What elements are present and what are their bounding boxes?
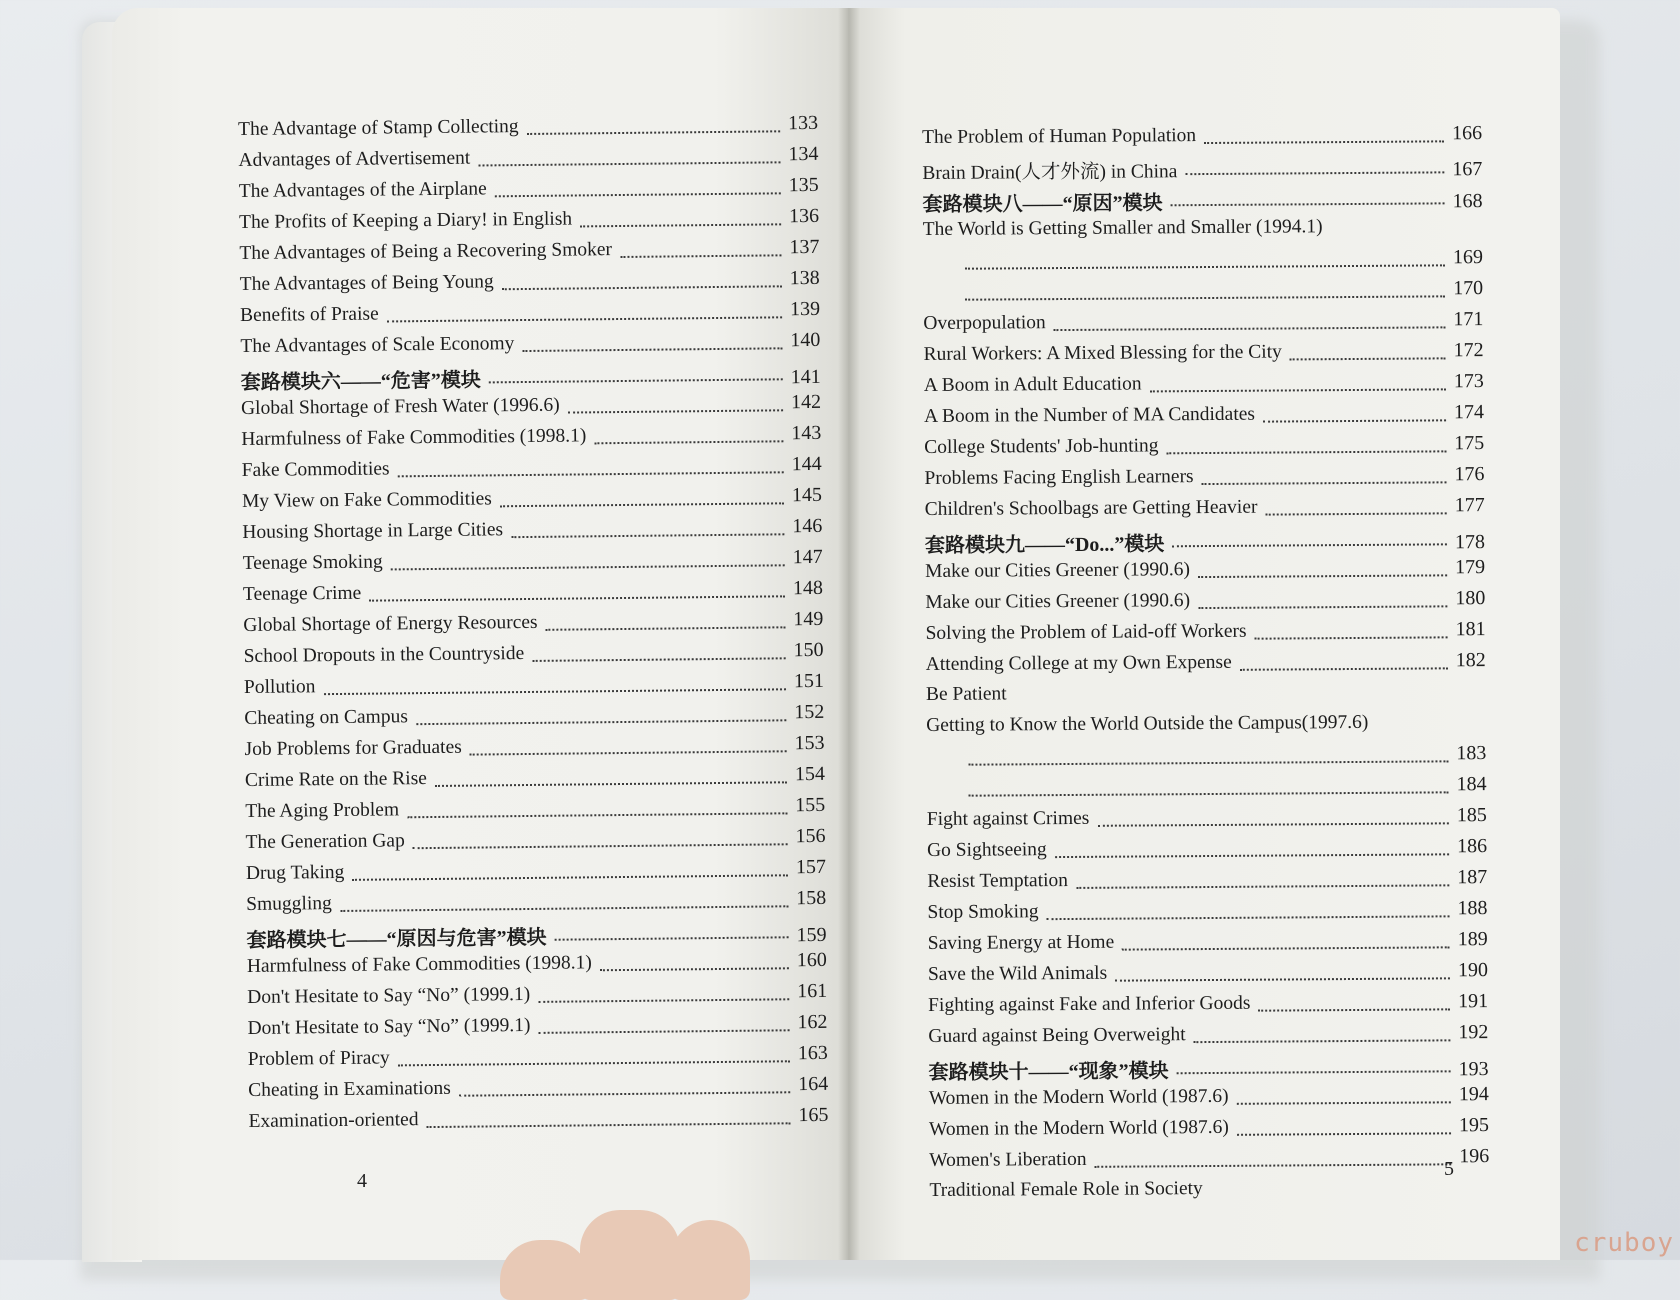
toc-entry-title: Cheating on Campus [244, 706, 408, 729]
toc-entry-title: Global Shortage of Fresh Water (1996.6) [240, 394, 560, 419]
toc-entry-title: Women's Liberation [929, 1148, 1087, 1171]
toc-entry-title: Job Problems for Graduates [244, 736, 462, 760]
toc-page-number: 175 [1454, 432, 1485, 455]
toc-entry-title: A Boom in Adult Education [923, 373, 1142, 396]
leader-dots [1204, 139, 1444, 144]
leader-dots [1097, 821, 1449, 826]
toc-page-number: 156 [795, 824, 826, 848]
toc-page-number: 148 [792, 576, 824, 600]
toc-entry-title: The World is Getting Smaller and Smaller (1994.1) [922, 216, 1323, 240]
right-page-toc-list [922, 122, 1490, 1211]
toc-page-number: 162 [797, 1010, 828, 1034]
leader-dots [1258, 1007, 1450, 1011]
toc-entry-title: Fake Commodities [241, 458, 390, 481]
toc-page-number: 168 [1452, 190, 1483, 213]
toc-page-number: 149 [793, 607, 824, 631]
leader-dots [427, 1121, 791, 1128]
leader-dots [968, 759, 1448, 765]
leader-dots [1376, 729, 1478, 731]
toc-entry [924, 432, 1484, 467]
leader-dots [965, 263, 1445, 269]
toc-entry-title: Problem of Piracy [247, 1047, 390, 1070]
leader-dots [1202, 480, 1447, 485]
toc-entry [927, 773, 1487, 808]
leader-dots [1076, 883, 1449, 889]
toc-entry-title: The Advantages of Being a Recovering Smoker [239, 239, 613, 264]
toc-entry-title: 套路模块七——“原因与危害”模块 [246, 926, 547, 952]
leader-dots [546, 625, 786, 631]
toc-entry [927, 804, 1487, 839]
toc-entry-title: The Problem of Human Population [922, 125, 1197, 148]
toc-entry-title: The Advantages of Being Young [239, 271, 494, 295]
toc-page-number: 150 [793, 638, 824, 662]
leader-dots [539, 1028, 790, 1034]
toc-entry-title: School Dropouts in the Countryside [243, 643, 525, 667]
toc-entry [928, 990, 1488, 1025]
toc-section-heading [925, 525, 1485, 560]
leader-dots [965, 294, 1445, 300]
toc-entry-title: 套路模块九——“Do...”模块 [924, 533, 1165, 557]
leader-dots [369, 594, 785, 601]
toc-entry [923, 246, 1483, 281]
leader-dots [1198, 573, 1447, 578]
left-page-number: 4 [357, 1170, 367, 1192]
leader-dots [324, 687, 786, 695]
leader-dots [1194, 1038, 1451, 1043]
leader-dots [1095, 1162, 1452, 1167]
toc-entry [927, 835, 1487, 870]
toc-entry-title: Guard against Being Overweight [928, 1024, 1186, 1047]
toc-entry-title: The Aging Problem [245, 799, 400, 822]
toc-page-number: 194 [1458, 1083, 1489, 1106]
toc-page-number: 190 [1457, 959, 1488, 982]
toc-entry-title: Be Patient [925, 683, 1007, 705]
toc-page-number: 178 [1454, 531, 1485, 554]
toc-page-number: 176 [1454, 463, 1485, 486]
toc-entry-title: Resist Temptation [927, 869, 1069, 892]
toc-page-number: 172 [1453, 339, 1484, 362]
toc-page-number: 139 [789, 297, 821, 321]
leader-dots [495, 191, 781, 197]
toc-entry [928, 1021, 1488, 1056]
leader-dots [478, 160, 780, 166]
leader-dots [391, 563, 785, 570]
toc-page-number: 147 [792, 545, 823, 569]
toc-entry [924, 339, 1484, 374]
leader-dots [1115, 976, 1450, 981]
toc-entry-title: Advantages of Advertisement [238, 147, 471, 171]
toc-entry-title: Fighting against Fake and Inferior Goods [928, 992, 1251, 1016]
toc-entry [923, 215, 1483, 250]
toc-page-number: 137 [789, 235, 820, 259]
toc-page-number: 143 [791, 421, 822, 445]
toc-page-number: 155 [795, 793, 826, 817]
toc-entry-title: Women in the Modern World (1987.6) [928, 1116, 1229, 1140]
leader-dots [511, 532, 784, 538]
watermark: cruboy [1574, 1228, 1674, 1258]
leader-dots [527, 129, 780, 135]
leader-dots [522, 346, 782, 352]
leader-dots [1237, 1100, 1451, 1104]
toc-page-number: 161 [797, 979, 828, 1003]
leader-dots [459, 1090, 790, 1096]
leader-dots [398, 1059, 790, 1066]
leader-dots [1331, 233, 1475, 235]
toc-page-number: 146 [792, 514, 823, 538]
toc-page-number: 145 [791, 483, 823, 507]
toc-entry [924, 463, 1484, 498]
toc-entry [924, 370, 1484, 405]
toc-page-number: 163 [797, 1041, 828, 1065]
leader-dots [1054, 325, 1446, 331]
leader-dots [538, 997, 789, 1003]
toc-entry-title: Don't Hesitate to Say “No” (1999.1) [247, 983, 531, 1008]
leader-dots [1255, 635, 1448, 639]
leader-dots [1237, 1131, 1451, 1135]
toc-entry [925, 587, 1485, 622]
toc-entry-title: Benefits of Praise [239, 303, 379, 326]
finger-tip [580, 1210, 680, 1300]
leader-dots [1240, 666, 1448, 670]
thumb [500, 1200, 750, 1290]
toc-entry [925, 618, 1485, 653]
leader-dots [1150, 387, 1446, 392]
toc-entry [923, 308, 1483, 343]
leader-dots [407, 811, 787, 818]
toc-entry-title: Fight against Crimes [926, 807, 1090, 830]
toc-page-number: 183 [1456, 742, 1487, 765]
toc-entry-title: 套路模块十——“现象”模块 [928, 1060, 1169, 1084]
toc-entry [927, 897, 1487, 932]
toc-entry-title: The Generation Gap [245, 830, 405, 853]
toc-page-number: 179 [1455, 556, 1486, 579]
toc-page-number: 177 [1454, 494, 1485, 517]
left-page-toc-list [238, 112, 829, 1141]
toc-entry-title: Crime Rate on the Rise [244, 768, 428, 791]
toc-page-number: 140 [790, 328, 821, 352]
toc-entry-title: Pollution [243, 676, 316, 698]
toc-page-number: 159 [796, 923, 827, 947]
leader-dots [502, 284, 782, 290]
toc-page-number: 187 [1457, 866, 1488, 889]
toc-page-number: 152 [794, 700, 825, 724]
leader-dots [1177, 1069, 1451, 1074]
leader-dots [435, 780, 787, 787]
toc-entry-title: Go Sightseeing [926, 839, 1047, 861]
toc-entry [929, 1145, 1489, 1180]
toc-page-number: 154 [794, 762, 826, 786]
leader-dots [555, 935, 789, 940]
toc-entry [926, 742, 1486, 777]
toc-page-number: 160 [796, 948, 827, 972]
toc-entry [925, 556, 1485, 591]
toc-entry [928, 928, 1488, 963]
finger-tip [500, 1240, 590, 1300]
toc-entry-title: Rural Workers: A Mixed Blessing for the City [923, 341, 1282, 365]
toc-section-heading [922, 184, 1482, 219]
leader-dots [1167, 449, 1447, 454]
toc-page-number: 134 [788, 142, 819, 166]
toc-entry-title: Traditional Female Role in Society [929, 1178, 1203, 1201]
finger-tip [670, 1220, 750, 1300]
toc-entry-title: The Advantages of Scale Economy [240, 333, 515, 357]
leader-dots [500, 501, 784, 507]
toc-entry [929, 1114, 1489, 1149]
leader-dots [352, 873, 788, 881]
toc-entry-title: 套路模块六——“危害”模块 [240, 369, 481, 394]
toc-page-number: 157 [795, 855, 826, 879]
toc-entry-title: 套路模块八——“原因”模块 [922, 192, 1163, 216]
toc-page-number: 196 [1459, 1145, 1490, 1168]
toc-page-number: 186 [1456, 835, 1488, 858]
toc-page-number: 171 [1453, 308, 1484, 331]
toc-entry [922, 122, 1482, 157]
toc-entry [927, 866, 1487, 901]
toc-page-number: 142 [790, 390, 822, 414]
toc-page-number: 192 [1458, 1021, 1489, 1044]
leader-dots [387, 315, 782, 322]
leader-dots [580, 222, 781, 227]
toc-entry-title: Housing Shortage in Large Cities [242, 519, 504, 543]
toc-page-number: 174 [1453, 401, 1485, 424]
toc-entry-title: The Advantages of the Airplane [238, 178, 487, 202]
toc-entry-title: The Advantage of Stamp Collecting [238, 116, 519, 140]
right-page-number: 5 [1444, 1158, 1454, 1180]
leader-dots [1290, 356, 1446, 360]
toc-entry-title: Harmfulness of Fake Commodities (1998.1) [241, 425, 587, 450]
leader-dots [1122, 945, 1450, 950]
leader-dots [1171, 201, 1445, 206]
toc-page-number: 167 [1452, 158, 1483, 181]
leader-dots [413, 842, 788, 849]
leader-dots [1055, 852, 1449, 858]
toc-entry-title: My View on Fake Commodities [241, 488, 492, 512]
toc-entry-title: Save the Wild Animals [927, 962, 1108, 985]
toc-page-number: 164 [798, 1072, 829, 1096]
toc-section-heading [928, 1052, 1488, 1087]
leader-dots [1015, 698, 1478, 702]
toc-entry-title: Women in the Modern World (1987.6) [928, 1085, 1229, 1109]
toc-page-number: 133 [787, 111, 819, 135]
toc-page-number: 170 [1453, 277, 1484, 300]
toc-entry-title: Teenage Smoking [242, 551, 383, 574]
toc-page-number: 165 [798, 1103, 829, 1127]
leader-dots [600, 966, 789, 971]
leader-dots [1185, 170, 1444, 175]
toc-entry-title: Global Shortage of Energy Resources [243, 611, 538, 636]
toc-entry-title: Brain Drain(人才外流) in China [922, 161, 1178, 184]
toc-entry [926, 711, 1486, 746]
toc-entry-title: Cheating in Examinations [248, 1077, 451, 1101]
toc-entry-title: A Boom in the Number of MA Candidates [923, 403, 1256, 427]
toc-entry [248, 1104, 828, 1141]
toc-entry-title: Smuggling [246, 893, 332, 915]
toc-entry-title: The Profits of Keeping a Diary! in English [238, 208, 573, 233]
toc-page-number: 185 [1456, 804, 1487, 827]
toc-entry-title: Drug Taking [245, 861, 345, 884]
toc-entry [929, 1176, 1489, 1211]
toc-page-number: 144 [791, 452, 822, 476]
toc-entry-title: Attending College at my Own Expense [925, 651, 1232, 675]
toc-entry-title: Make our Cities Greener (1990.6) [925, 559, 1190, 582]
toc-entry-title: Getting to Know the World Outside the Campus(1997.6) [926, 711, 1369, 736]
leader-dots [969, 790, 1449, 796]
leader-dots [532, 656, 785, 662]
toc-entry-title: Overpopulation [923, 312, 1046, 334]
leader-dots [1265, 511, 1446, 515]
leader-dots [340, 904, 788, 912]
toc-entry-title: Examination-oriented [248, 1109, 419, 1132]
toc-entry [922, 153, 1482, 188]
toc-page-number: 158 [796, 886, 827, 910]
toc-entry-title: Teenage Crime [242, 582, 362, 605]
leader-dots [398, 470, 784, 477]
toc-entry [923, 277, 1483, 312]
toc-page-number: 188 [1457, 897, 1488, 920]
toc-page-number: 191 [1458, 990, 1489, 1013]
toc-page-number: 153 [794, 731, 825, 755]
toc-entry-title: Don't Hesitate to Say “No” (1999.1) [247, 1014, 531, 1039]
toc-page-number: 181 [1455, 618, 1486, 641]
toc-entry-title: Problems Facing English Learners [924, 466, 1194, 489]
leader-dots [1047, 914, 1450, 920]
toc-entry-title: Harmfulness of Fake Commodities (1998.1) [246, 952, 592, 977]
leader-dots [568, 408, 783, 413]
toc-page-number: 189 [1457, 928, 1488, 951]
toc-page-number: 135 [788, 173, 819, 197]
leader-dots [416, 718, 786, 725]
toc-page-number: 138 [789, 266, 820, 290]
toc-page-number: 151 [793, 669, 825, 693]
leader-dots [594, 439, 783, 444]
book-gutter [838, 8, 860, 1260]
toc-entry-title: Stop Smoking [927, 901, 1039, 923]
toc-entry [926, 680, 1486, 715]
leader-dots [1172, 542, 1447, 547]
toc-page-number: 182 [1455, 649, 1486, 672]
leader-dots [620, 253, 781, 258]
leader-dots [1263, 418, 1446, 422]
leader-dots [470, 749, 787, 755]
toc-entry [925, 494, 1485, 529]
toc-page-number: 193 [1458, 1058, 1489, 1081]
toc-entry-title: Solving the Problem of Laid-off Workers [925, 620, 1247, 644]
toc-page-number: 180 [1455, 587, 1486, 610]
toc-entry [926, 649, 1486, 684]
toc-page-number: 141 [790, 365, 821, 389]
toc-entry-title: Children's Schoolbags are Getting Heavier [924, 496, 1258, 520]
toc-entry [924, 401, 1484, 436]
toc-page-number: 173 [1453, 370, 1484, 393]
toc-page-number: 184 [1456, 773, 1487, 796]
toc-entry [929, 1083, 1489, 1118]
toc-page-number: 195 [1458, 1114, 1490, 1137]
toc-entry [928, 959, 1488, 994]
toc-page-number: 136 [788, 204, 820, 228]
leader-dots [489, 377, 783, 383]
toc-entry-title: Make our Cities Greener (1990.6) [925, 590, 1191, 613]
toc-page-number: 166 [1451, 122, 1483, 145]
leader-dots [1198, 604, 1447, 609]
leader-dots [1211, 1194, 1482, 1197]
toc-entry-title: College Students' Job-hunting [924, 435, 1159, 458]
toc-entry-title: Saving Energy at Home [927, 931, 1115, 954]
toc-page-number: 169 [1452, 246, 1484, 269]
